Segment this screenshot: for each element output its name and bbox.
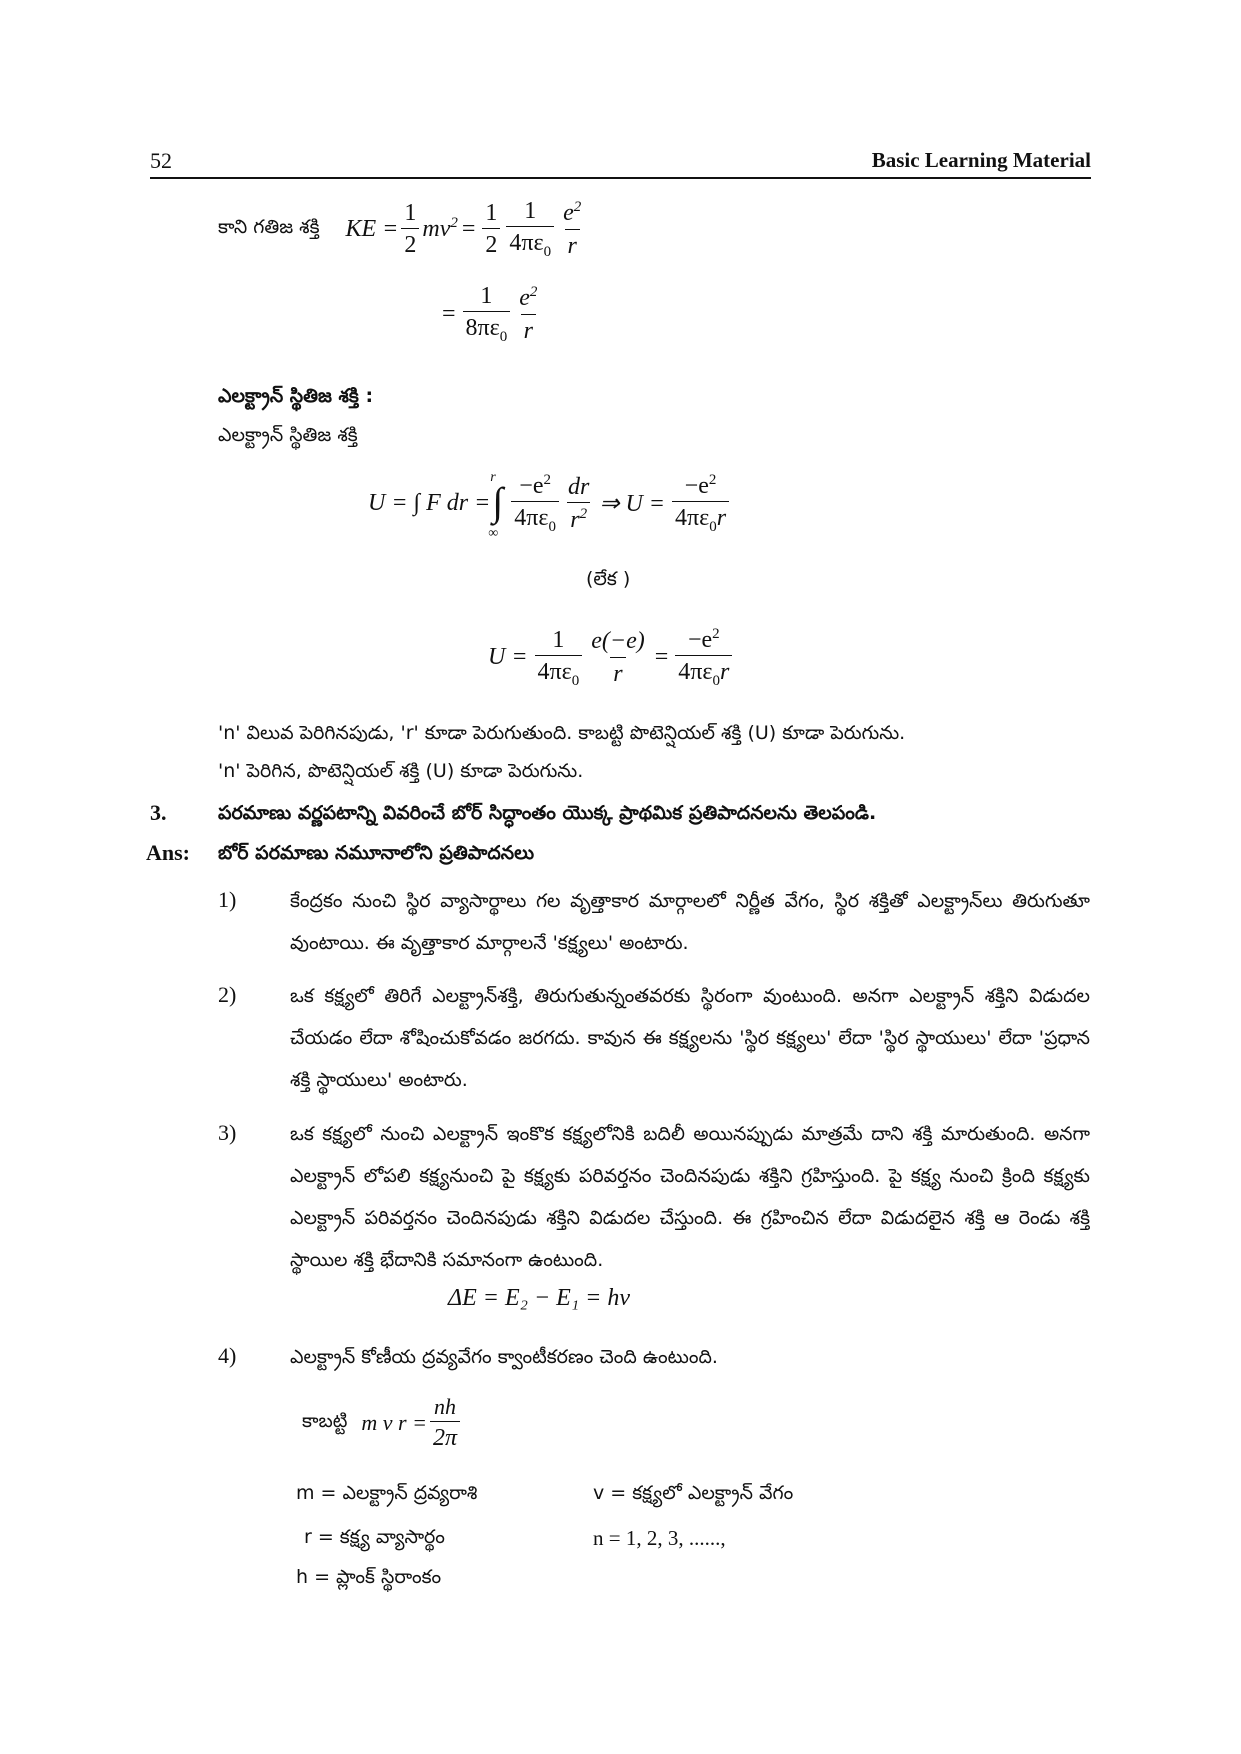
postulate-2-number: 2) — [218, 982, 237, 1007]
question-text: పరమాణు వర్ణపటాన్ని వివరించే బోర్ సిద్ధాంతం యొక్క ప్రాథమిక ప్రతిపాదనలను తెలపండి. — [218, 802, 877, 824]
frac-8pie0: $\frac{1}{8\pi\varepsilon_0}$ — [463, 283, 511, 346]
frac-coulomb: $\frac{1}{4\pi\varepsilon_0}$ — [506, 198, 554, 261]
mvr-equation: కాబట్టి m v r = $\frac{nh}{2\pi}$ — [302, 1395, 463, 1452]
def-h: h = ప్లాంక్ స్థిరాంకం — [296, 1566, 442, 1588]
page-number: 52 — [150, 148, 172, 173]
def-v: v = కక్ష్యలో ఎలక్ట్రాన్ వేగం — [593, 1482, 794, 1504]
question-number: 3. — [150, 800, 167, 825]
pe-alt-equation: U = $\frac{1}{4\pi\varepsilon_0}$ $\frac{e(-e)}{r}$ = $\frac{-e^2}{4\pi\varepsilon_0r}$ — [488, 626, 735, 690]
frac-e2-r: $\frac{e^2}{r}$ — [563, 199, 582, 259]
postulate-3-number: 3) — [218, 1120, 237, 1145]
frac-half-2: $\frac{1}{2}$ — [482, 200, 500, 259]
pe-integral: U = ∫ F dr = r ∞ ∫ $\frac{-e^2}{4\pi\varepsilon_0}$ $\frac{dr}{r^2}$ ⇒ U = $\frac{-e^2}{4\pi\varepsilon_0r}$ — [368, 472, 732, 536]
postulate-1-number: 1) — [218, 887, 237, 912]
note-1: 'n' విలువ పెరిగినపుడు, 'r' కూడా పెరుగుతుంది. కాబట్టి పొటెన్షియల్ శక్తి (U) కూడా పెరుగును. — [218, 722, 906, 744]
header-rule — [150, 177, 1091, 179]
def-m: m = ఎలక్ట్రాన్ ద్రవ్యరాశి — [296, 1482, 478, 1504]
ke-label: కాని గతిజ శక్తి — [218, 215, 320, 238]
answer-heading: బోర్ పరమాణు నమూనాలోని ప్రతిపాదనలు — [218, 842, 535, 864]
def-r: r = కక్ష్య వ్యాసార్థం — [304, 1526, 445, 1548]
postulate-4-number: 4) — [218, 1343, 237, 1368]
postulate-2-text: ఒక కక్ష్యలో తిరిగే ఎలక్ట్రాన్‌శక్తి, తిరుగుతున్నంతవరకు స్థిరంగా వుంటుంది. అనగా ఎలక్ట్రాన్ శక్తిని విడుదల చేయడం లేదా శోషించుకోవడం జరగదు. కావున ఈ కక్ష్యలను 'స్థిర కక్ష్యలు' లేదా 'స్థిర స్థాయులు' లేదా 'ప్రధాన శక్తి స్థాయులు' అంటారు. — [290, 985, 1090, 1091]
mvr-label: కాబట్టి — [302, 1409, 348, 1432]
ke-lhs: KE = — [345, 215, 399, 242]
def-n: n = 1, 2, 3, ......, — [593, 1526, 726, 1550]
ke-simplified: = $\frac{1}{8\pi\varepsilon_0}$ $\frac{e^2}{r}$ — [442, 283, 538, 346]
running-title: Basic Learning Material — [871, 148, 1091, 172]
answer-label: Ans: — [146, 840, 191, 865]
pe-line: ఎలక్ట్రాన్ స్థితిజ శక్తి — [218, 424, 358, 446]
pe-heading: ఎలక్ట్రాన్ స్థితిజ శక్తి : — [218, 385, 374, 407]
postulate-3-text: ఒక కక్ష్యలో నుంచి ఎలక్ట్రాన్ ఇంకొక కక్ష్యలోనికి బదిలీ అయినప్పుడు మాత్రమే దాని శక్తి మారుతుంది. అనగా ఎలక్ట్రాన్ లోపలి కక్ష్యనుంచి పై కక్ష్యకు పరివర్తనం చెందినపుడు శక్తిని గ్రహిస్తుంది. పై కక్ష్య నుంచి క్రింది కక్ష్యకు ఎలక్ట్రాన్ పరివర్తనం చెందినపుడు శక్తిని విడుదల చేస్తుంది. ఈ గ్రహించిన లేదా విడుదలైన శక్తి ఆ రెండు శక్తి స్థాయిల శక్తి భేదానికి సమానంగా ఉంటుంది. — [290, 1123, 1090, 1271]
or-text: (లేక ) — [586, 568, 631, 590]
postulate-4-text: ఎలక్ట్రాన్ కోణీయ ద్రవ్యవేగం క్వాంటీకరణం చెంది ఉంటుంది. — [290, 1346, 718, 1368]
ke-equation: కాని గతిజ శక్తి KE = $\frac{1}{2}$ $mv^2$ = $\frac{1}{2}$ $\frac{1}{4\pi\varepsilon_0}$ $\frac{e^2}{r}$ — [218, 198, 587, 261]
frac-half: $\frac{1}{2}$ — [401, 200, 419, 259]
postulate-1-text: కేంద్రకం నుంచి స్థిర వ్యాసార్థాలు గల వృత్తాకార మార్గాలలో నిర్ణీత వేగం, స్థిర శక్తితో ఎలక్ట్రాన్‌లు తిరుగుతూ వుంటాయి. ఈ వృత్తాకార మార్గాలనే 'కక్ష్యలు' అంటారు. — [290, 890, 1090, 954]
delta-e-equation: ΔE = E₂ − E₁ = hν — [448, 1285, 630, 1311]
note-2: 'n' పెరిగిన, పొటెన్షియల్ శక్తి (U) కూడా పెరుగును. — [218, 760, 584, 782]
mv-term: mv — [422, 216, 451, 243]
